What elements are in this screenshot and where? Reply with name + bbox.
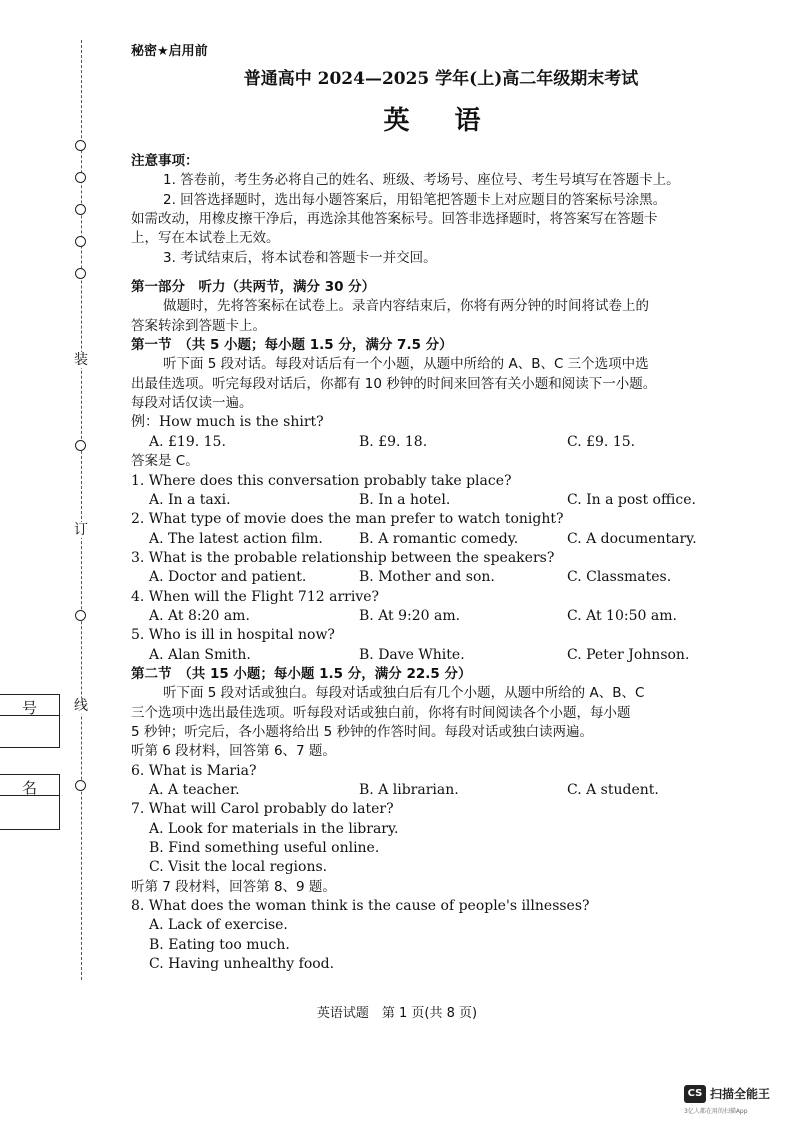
section1-intro: 听下面 5 段对话。每段对话后有一个小题，从题中所给的 A、B、C 三个选项中选 <box>163 356 649 373</box>
part1-intro: 答案转涂到答题卡上。 <box>131 317 266 334</box>
section2-intro: 5 秒钟；听完后，各小题将给出 5 秒钟的作答时间。每段对话或独白读两遍。 <box>131 723 594 740</box>
box-divider <box>0 795 59 796</box>
material-6-note: 听第 6 段材料，回答第 6、7 题。 <box>131 743 336 760</box>
option-b: B. Mother and son. <box>359 569 495 586</box>
question-4: 4. When will the Flight 712 arrive? <box>131 588 380 605</box>
question-6: 6. What is Maria? <box>131 762 257 779</box>
scanner-logo-icon: CS <box>684 1085 706 1103</box>
binding-char-ding: 订 <box>74 522 88 538</box>
option-b: B. Find something useful online. <box>149 840 380 857</box>
notice-line: 3. 考试结束后，将本试卷和答题卡一并交回。 <box>163 249 437 266</box>
notice-heading: 注意事项： <box>131 153 199 169</box>
option-a: A. The latest action film. <box>149 530 323 547</box>
binding-hole <box>75 610 86 621</box>
exam-number-label: 号 <box>22 699 38 717</box>
option-c: C. At 10:50 am. <box>567 607 677 624</box>
option-b: B. £9. 18. <box>359 433 428 450</box>
section1-intro: 出最佳选项。听完每段对话后，你都有 10 秒钟的时间来回答有关小题和阅读下一小题。 <box>131 375 657 392</box>
name-box <box>0 774 60 830</box>
spacer <box>131 268 755 278</box>
option-c: C. Visit the local regions. <box>149 859 328 876</box>
binding-char-xian: 线 <box>74 698 88 714</box>
option-a: A. Doctor and patient. <box>149 569 307 586</box>
binding-hole <box>75 172 86 183</box>
question-5-options <box>131 646 755 665</box>
section2-intro: 三个选项中选出最佳选项。听每段对话或独白前，你将有时间阅读各个小题，每小题 <box>131 704 631 721</box>
option-c: C. A documentary. <box>567 530 697 547</box>
question-2: 2. What type of movie does the man prefer to watch tonight? <box>131 511 564 528</box>
exam-title: 普通高中 2024—2025 学年(上)高二年级期末考试 <box>243 69 639 89</box>
option-b: B. In a hotel. <box>359 491 451 508</box>
section1-heading: 第一节 （共 5 小题；每小题 1.5 分，满分 7.5 分） <box>131 337 453 354</box>
option-b: B. A romantic comedy. <box>359 530 519 547</box>
secret-mark: 秘密★启用前 <box>131 44 208 59</box>
box-divider <box>0 715 59 716</box>
option-a: A. £19. 15. <box>149 433 226 450</box>
question-3: 3. What is the probable relationship between the speakers? <box>131 549 555 566</box>
section1-intro: 每段对话仅读一遍。 <box>131 395 253 412</box>
question-5: 5. Who is ill in hospital now? <box>131 627 335 644</box>
option-a: A. Look for materials in the library. <box>149 820 399 837</box>
notice-line: 上，写在本试卷上无效。 <box>131 230 280 247</box>
subject-title: 英 语 <box>383 106 499 136</box>
example-options <box>131 433 755 452</box>
binding-hole <box>75 780 86 791</box>
exam-number-box <box>0 694 60 748</box>
binding-hole <box>75 236 86 247</box>
scanner-slogan: 3亿人都在用的扫描App <box>684 1108 748 1115</box>
exam-content <box>131 152 755 974</box>
binding-hole <box>75 204 86 215</box>
question-3-options <box>131 568 755 587</box>
option-a: A. At 8:20 am. <box>149 607 250 624</box>
option-c: C. A student. <box>567 782 659 798</box>
option-c: C. In a post office. <box>567 491 696 508</box>
part1-heading: 第一部分 听力（共两节，满分 30 分） <box>131 279 376 296</box>
section2-heading: 第二节 （共 15 小题；每小题 1.5 分，满分 22.5 分） <box>131 665 472 682</box>
example-question: 例：How much is the shirt? <box>131 414 324 431</box>
option-c: C. £9. 15. <box>567 433 636 450</box>
notice-line: 如需改动，用橡皮擦干净后，再选涂其他答案标号。回答非选择题时，将答案写在答题卡 <box>131 211 658 228</box>
option-b: B. At 9:20 am. <box>359 607 461 624</box>
binding-hole <box>75 268 86 279</box>
question-6-options <box>131 781 755 800</box>
binding-char-zhuang: 装 <box>74 352 88 368</box>
option-c: C. Having unhealthy food. <box>149 956 335 973</box>
option-a: A. In a taxi. <box>149 491 231 508</box>
option-b: B. A librarian. <box>359 782 459 798</box>
option-c: C. Classmates. <box>567 569 672 586</box>
part1-intro: 做题时，先将答案标在试卷上。录音内容结束后，你将有两分钟的时间将试卷上的 <box>163 298 649 315</box>
option-b: B. Eating too much. <box>149 936 290 953</box>
option-b: B. Dave White. <box>359 646 465 663</box>
option-a: A. A teacher. <box>149 782 240 798</box>
section2-intro: 听下面 5 段对话或独白。每段对话或独白后有几个小题，从题中所给的 A、B、C <box>163 685 645 702</box>
option-a: A. Alan Smith. <box>149 646 251 663</box>
scanner-app-name: 扫描全能王 <box>710 1087 771 1101</box>
question-1: 1. Where does this conversation probably take place? <box>131 472 512 489</box>
page-footer: 英语试题 第 1 页(共 8 页) <box>316 1006 478 1021</box>
question-7: 7. What will Carol probably do later? <box>131 801 394 818</box>
binding-hole <box>75 140 86 151</box>
notice-line: 1. 答卷前，考生务必将自己的姓名、班级、考场号、座位号、考生号填写在答题卡上。 <box>163 172 680 189</box>
binding-hole <box>75 440 86 451</box>
name-label: 名 <box>22 779 38 797</box>
material-7-note: 听第 7 段材料，回答第 8、9 题。 <box>131 878 336 895</box>
question-1-options <box>131 491 755 510</box>
question-2-options <box>131 530 755 549</box>
question-4-options <box>131 607 755 626</box>
option-a: A. Lack of exercise. <box>149 917 288 934</box>
example-answer: 答案是 C。 <box>131 453 199 470</box>
notice-line: 2. 回答选择题时，选出每小题答案后，用铅笔把答题卡上对应题目的答案标号涂黑。 <box>163 191 667 208</box>
question-8: 8. What does the woman think is the cause of people's illnesses? <box>131 898 590 915</box>
option-c: C. Peter Johnson. <box>567 646 690 663</box>
